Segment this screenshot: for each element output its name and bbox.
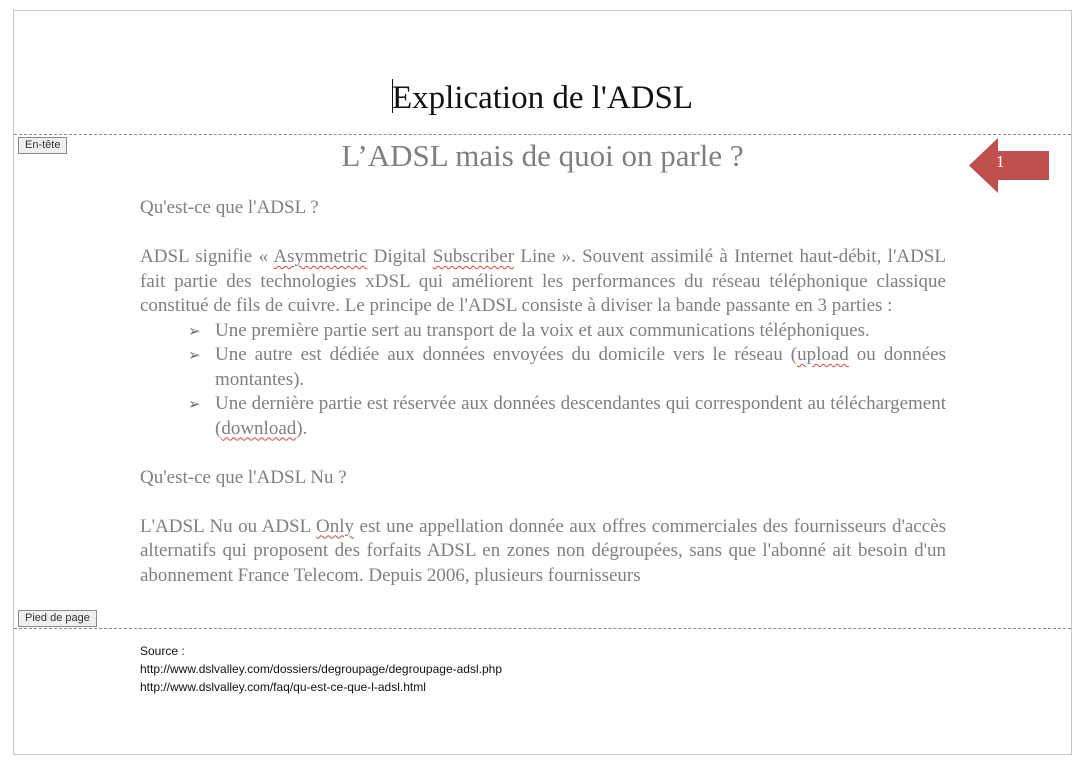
paragraph-adsl-nu: L'ADSL Nu ou ADSL Only est une appellation donnée aux offres commerciales des fournisseurs d'accès alternatifs qui proposent des forfaits ADSL en zones non dégroupées, sans que l'abonné ait besoin d'un abonnement France Telecom. Depuis 2006, plusieurs fournisseurs <box>140 515 946 586</box>
blank-line <box>140 441 946 466</box>
left-arrow-icon <box>969 138 1051 193</box>
header-title[interactable]: Explication de l'ADSL <box>391 80 694 116</box>
source-link-2: http://www.dslvalley.com/faq/qu-est-ce-que-l-adsl.html <box>140 680 426 694</box>
body-area[interactable] <box>14 135 1071 612</box>
misspelled-word[interactable]: Subscriber <box>432 246 515 267</box>
misspelled-word[interactable]: download <box>221 417 297 439</box>
arrowhead-bullet-icon: ➢ <box>188 346 201 364</box>
source-label: Source : <box>140 644 185 658</box>
footer-tag[interactable]: Pied de page <box>18 610 97 627</box>
footer-sources[interactable] <box>140 642 502 696</box>
misspelled-word[interactable]: upload <box>797 344 849 365</box>
blank-line <box>140 221 946 246</box>
list-item: ➢ Une autre est dédiée aux données envoyées du domicile vers le réseau (upload ou données montantes). <box>188 344 946 390</box>
list-item: ➢ Une première partie sert au transport de la voix et aux communications téléphoniques. <box>188 319 946 344</box>
header-tag[interactable]: En-tête <box>18 137 67 154</box>
arrowhead-bullet-icon: ➢ <box>188 395 201 413</box>
source-link-1: http://www.dslvalley.com/dossiers/degroupage/degroupage-adsl.php <box>140 662 502 676</box>
document-title: L’ADSL mais de quoi on parle ? <box>341 138 744 173</box>
document-content[interactable] <box>140 196 946 588</box>
footer-separator <box>14 628 1071 629</box>
page-number: 1 <box>996 152 1005 171</box>
section-heading-adsl: Qu'est-ce que l'ADSL ? <box>140 197 319 218</box>
arrowhead-bullet-icon: ➢ <box>188 321 201 340</box>
bullet-list <box>140 319 946 442</box>
misspelled-word[interactable]: Only <box>316 515 355 537</box>
misspelled-word[interactable]: Asymmetric <box>273 246 368 267</box>
paragraph-adsl-intro: ADSL signifie « Asymmetric Digital Subscriber Line ». Souvent assimilé à Internet haut-débit, l'ADSL fait partie des technologies xDSL qui améliorent les performances du réseau téléphonique classique constitué de fils de cuivre. Le principe de l'ADSL consiste à diviser la bande passante en 3 parties : <box>140 246 946 316</box>
section-heading-adsl-nu: Qu'est-ce que l'ADSL Nu ? <box>140 466 347 488</box>
blank-line <box>140 490 946 515</box>
document-page <box>13 10 1072 755</box>
list-item: ➢ Une dernière partie est réservée aux données descendantes qui correspondent au téléchargement (download). <box>188 393 946 439</box>
